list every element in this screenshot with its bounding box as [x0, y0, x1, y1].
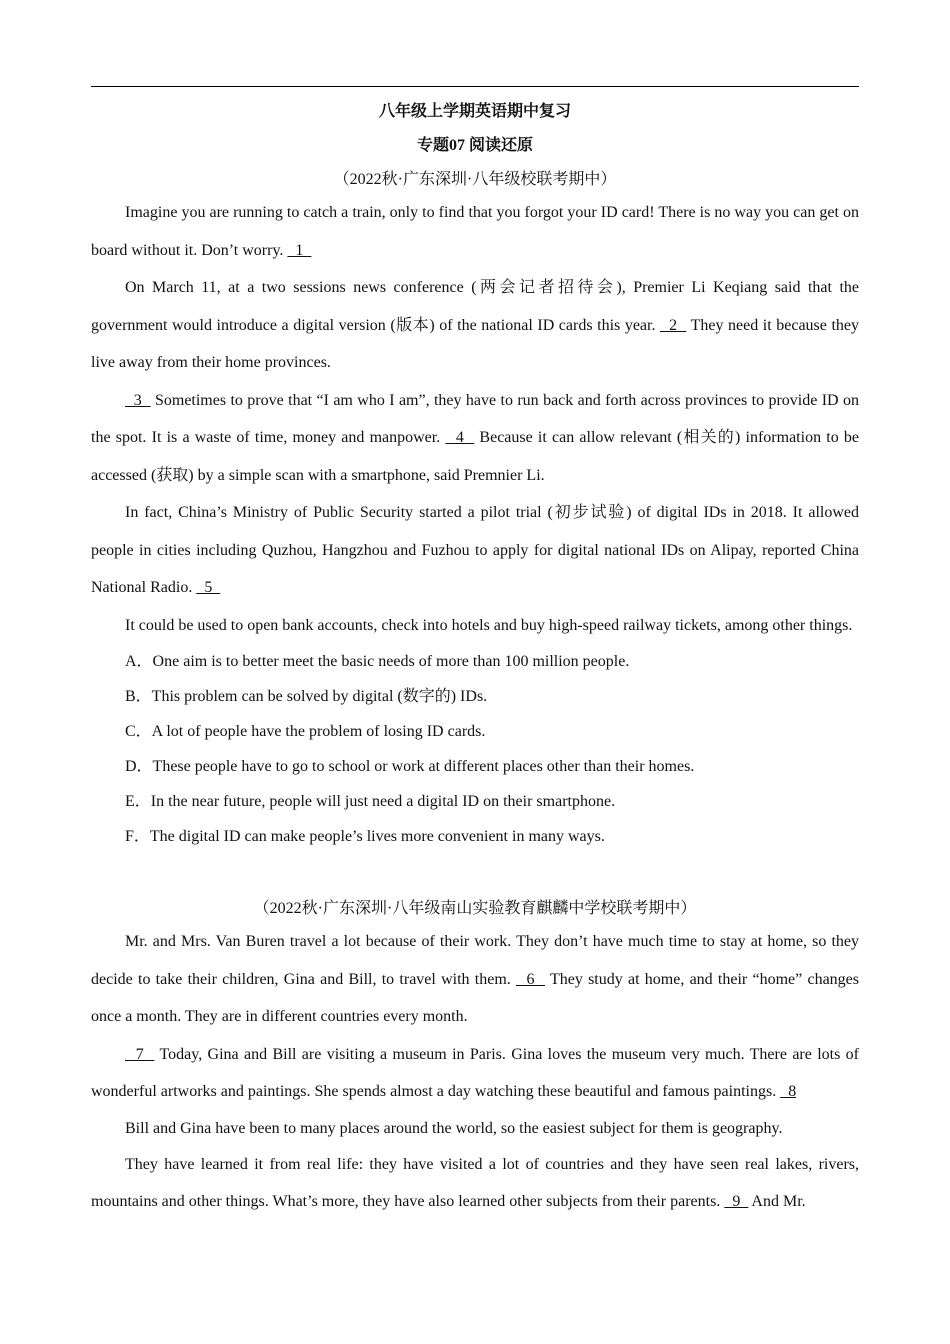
section2-paragraph-1 — [91, 923, 859, 1036]
option-d: D．These people have to go to school or work at different places other than their homes. — [125, 758, 695, 775]
section2-source: （2022秋·广东深圳·八年级南山实验教育麒麟中学校联考期中） — [253, 900, 697, 917]
document-body — [91, 96, 859, 1221]
section1-paragraph-2 — [91, 269, 859, 382]
section1-source: （2022秋·广东深圳·八年级校联考期中） — [333, 171, 617, 188]
section-gap — [91, 854, 859, 889]
paragraph-text: They study at home, and their “home” changes once a month. They are in different countries every month. — [91, 970, 859, 1025]
paragraph-text: And Mr. — [748, 1193, 806, 1210]
section1-paragraph-4 — [91, 494, 859, 607]
blank-8[interactable]: 8 — [780, 1083, 797, 1100]
blank-9[interactable]: 9 — [724, 1193, 749, 1210]
blank-3[interactable]: 3 — [125, 391, 151, 409]
blank-1[interactable]: 1 — [287, 241, 312, 259]
header-rule — [91, 86, 859, 87]
paragraph-text: Because it can allow relevant (相关的) information to be accessed (获取) by a simple scan with a smartphone, said Premnier Li. — [91, 429, 860, 484]
section2-paragraph-4 — [91, 1146, 859, 1221]
document-title: 八年级上学期英语期中复习 — [378, 103, 571, 120]
blank-5[interactable]: 5 — [196, 579, 221, 596]
blank-4[interactable]: 4 — [445, 429, 475, 446]
option-a: A．One aim is to better meet the basic needs of more than 100 million people. — [125, 653, 630, 670]
section2-paragraph-2 — [91, 1036, 859, 1111]
paragraph-text: In fact, China’s Ministry of Public Security started a pilot trial (初步试验) of digital IDs in 2018. It allowed people in cities including Quzhou, Hangzhou and Fuzhou to apply for digital national IDs on Alipay, reported China National Radio. — [91, 504, 859, 596]
paragraph-text: Mr. and Mrs. Van Buren travel a lot because of their work. They don’t have much time to stay at home, so they decide to take their children, Gina and Bill, to travel with them. — [91, 933, 859, 988]
document-subtitle: 专题07 阅读还原 — [416, 137, 533, 154]
paragraph-text: They need it because they live away from their home provinces. — [91, 316, 859, 371]
option-f: F．The digital ID can make people’s lives more convenient in many ways. — [125, 828, 605, 845]
section1-paragraph-1 — [91, 194, 859, 269]
blank-7[interactable]: 7 — [125, 1045, 155, 1063]
blank-6[interactable]: 6 — [516, 970, 545, 988]
paragraph-text: Today, Gina and Bill are visiting a museum in Paris. Gina loves the museum very much. There are lots of wonderful artworks and paintings. She spends almost a day watching these beautiful and famous paintings. — [91, 1045, 859, 1100]
section1-paragraph-3 — [91, 382, 859, 495]
section2-paragraph-3: Bill and Gina have been to many places around the world, so the easiest subject for them is geography. — [125, 1119, 783, 1137]
blank-2[interactable]: 2 — [660, 316, 687, 334]
section1-paragraph-5: It could be used to open bank accounts, check into hotels and buy high-speed railway tickets, among other things. — [125, 616, 853, 634]
option-b: B．This problem can be solved by digital (数字的) IDs. — [125, 688, 488, 705]
option-c: C．A lot of people have the problem of losing ID cards. — [125, 723, 486, 740]
paragraph-text: They have learned it from real life: they have visited a lot of countries and they have seen real lakes, rivers, mountains and other things. What’s more, they have also learned other subjects from their parents. — [91, 1155, 859, 1210]
paragraph-text: On March 11, at a two sessions news conference (两会记者招待会), Premier Li Keqiang said that the government would introduce a digital version (版本) of the national ID cards this year. — [91, 279, 859, 334]
paragraph-text: Sometimes to prove that “I am who I am”, they have to run back and forth across provinces to provide ID on the spot. It is a waste of time, money and manpower. — [91, 391, 860, 446]
paragraph-text: Imagine you are running to catch a train, only to find that you forgot your ID card! There is no way you can get on board without it. Don’t worry. — [91, 204, 859, 259]
option-e: E．In the near future, people will just need a digital ID on their smartphone. — [125, 793, 616, 810]
